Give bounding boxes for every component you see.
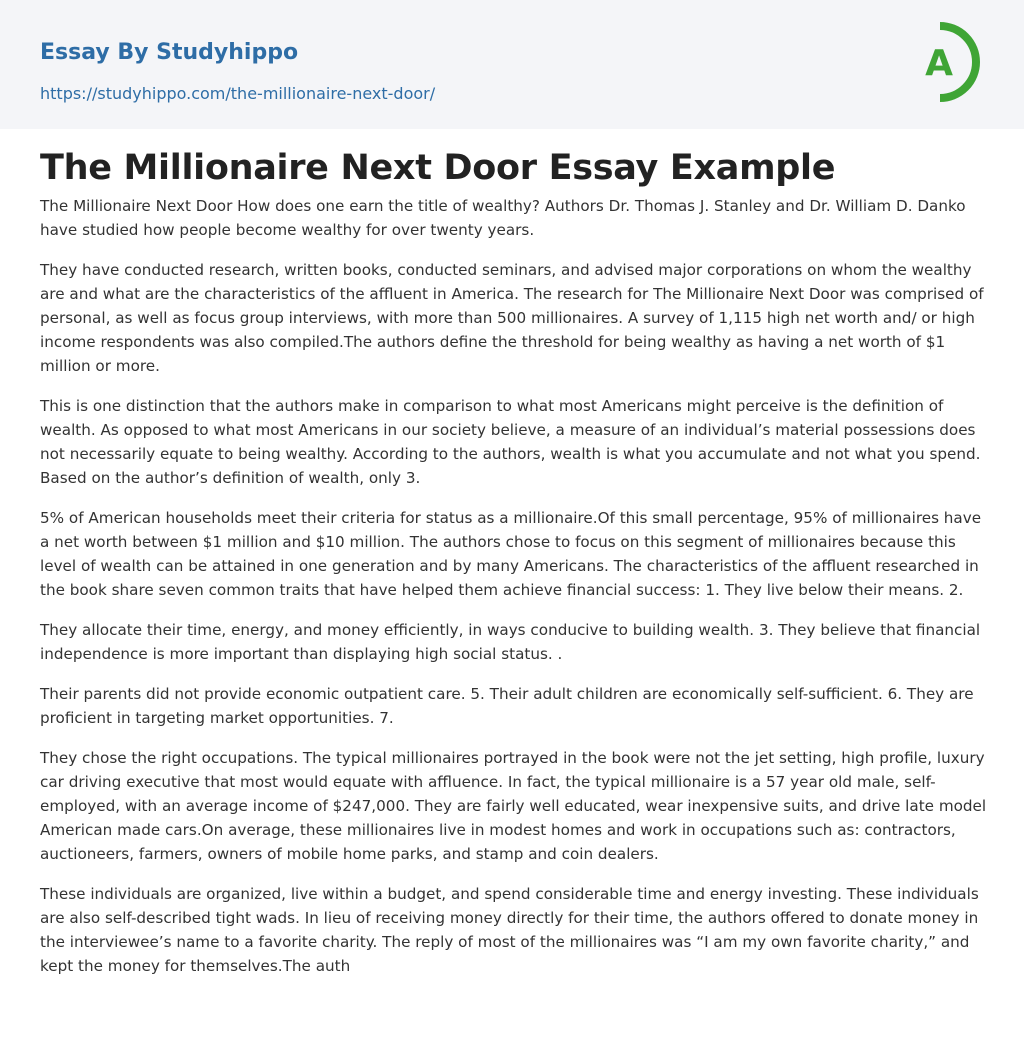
essay-paragraph: The Millionaire Next Door How does one earn the title of wealthy? Authors Dr. Thomas J. Stanley and Dr. William D. Danko have studied how people become wealthy for over twenty years. xyxy=(40,197,966,239)
essay-paragraph: They allocate their time, energy, and money efficiently, in ways conducive to building wealth. 3. They believe that financial independence is more important than displaying high social status. . xyxy=(40,621,981,663)
essay-paragraph: They chose the right occupations. The typical millionaires portrayed in the book were not the jet setting, high profile, luxury car driving executive that most would equate with affluence. In fact, the typical millionaire is a 57 year old male, self-employed, with an average income of $247,000. They are fairly well educated, wear inexpensive suits, and drive late model American made cars.On average, these millionaires live in modest homes and work in occupations such as: contractors, auctioneers, farmers, owners of mobile home parks, and stamp and coin dealers. xyxy=(40,749,987,863)
essay-paragraph: Their parents did not provide economic outpatient care. 5. Their adult children are economically self-sufficient. 6. They are proficient in targeting market opportunities. 7. xyxy=(40,685,974,727)
essay-paragraph: These individuals are organized, live within a budget, and spend considerable time and energy investing. These individuals are also self-described tight wads. In lieu of receiving money directly for their time, the authors offered to donate money in the interviewee’s name to a favorite charity. The reply of most of the millionaires was “I am my own favorite charity,” and kept the money for themselves.The auth xyxy=(40,885,979,975)
essay-paragraph: They have conducted research, written books, conducted seminars, and advised major corporations on whom the wealthy are and what are the characteristics of the affluent in America. The research for The Millionaire Next Door was comprised of personal, as well as focus group interviews, with more than 500 millionaires. A survey of 1,115 high net worth and/ or high income respondents was also compiled.The authors define the threshold for being wealthy as having a net worth of $1 million or more. xyxy=(40,261,984,375)
source-url-link[interactable]: https://studyhippo.com/the-millionaire-next-door/ xyxy=(40,84,436,103)
essay-body xyxy=(40,194,990,994)
essay-paragraph: This is one distinction that the authors make in comparison to what most Americans might perceive is the definition of wealth. As opposed to what most Americans in our society believe, a measure of an individual’s material possessions does not necessarily equate to being wealthy. According to the authors, wealth is what you accumulate and not what you spend. Based on the author’s definition of wealth, only 3. xyxy=(40,397,981,487)
essay-paragraph: 5% of American households meet their criteria for status as a millionaire.Of this small percentage, 95% of millionaires have a net worth between $1 million and $10 million. The authors chose to focus on this segment of millionaires because this level of wealth can be attained in one generation and by many Americans. The characteristics of the affluent researched in the book share seven common traits that have helped them achieve financial success: 1. They live below their means. 2. xyxy=(40,509,982,599)
studyhippo-logo-icon[interactable] xyxy=(910,18,988,106)
site-brand[interactable]: Essay By Studyhippo xyxy=(40,40,299,65)
page-title: The Millionaire Next Door Essay Example xyxy=(40,148,836,188)
logo-letter: A xyxy=(925,43,953,84)
